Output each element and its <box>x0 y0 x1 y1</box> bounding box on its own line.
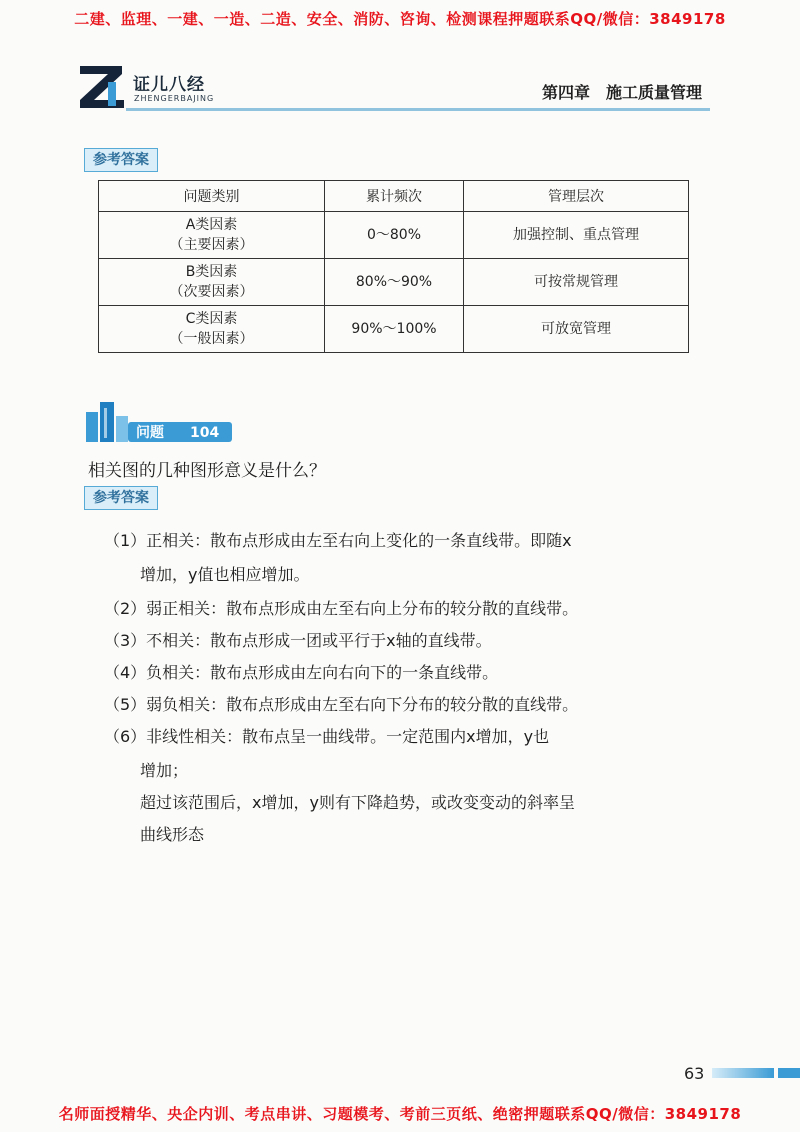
bottom-promo-banner: 名师面授精华、央企内训、考点串讲、习题模考、考前三页纸、绝密押题联系QQ/微信：3849178 <box>58 1105 742 1123</box>
answer-tag: 参考答案 <box>84 486 158 510</box>
logo-subtitle: ZHENGERBAJING <box>134 94 215 103</box>
answer-line: 增加； <box>140 761 189 780</box>
page-header <box>78 64 710 116</box>
table-header-cell: 管理层次 <box>464 181 689 212</box>
logo-z-icon <box>78 64 128 110</box>
answer-line: （3）不相关：散布点形成一团或平行于x轴的直线带。 <box>104 631 492 650</box>
abc-classification-table <box>98 180 689 353</box>
question-badge <box>84 398 234 444</box>
table-header-row <box>99 181 689 212</box>
question-text: 相关图的几种图形意义是什么？ <box>88 461 326 481</box>
question-number: 104 <box>190 425 220 441</box>
table-cell-frequency: 0～80% <box>325 212 464 259</box>
question-label: 问题 <box>136 425 164 441</box>
answer-line: （6）非线性相关：散布点呈一曲线带。一定范围内x增加，y也 <box>104 727 550 746</box>
table-header-cell: 问题类别 <box>99 181 325 212</box>
answer-line: （5）弱负相关：散布点形成由左至右向下分布的较分散的直线带。 <box>104 695 579 714</box>
page-number-bar <box>712 1068 800 1078</box>
header-divider <box>126 108 710 111</box>
answer-line: 超过该范围后，x增加，y则有下降趋势，或改变变动的斜率呈 <box>140 793 575 812</box>
table-cell-management: 可按常规管理 <box>464 259 689 306</box>
table-cell-frequency: 90%～100% <box>325 306 464 353</box>
answer-tag: 参考答案 <box>84 148 158 172</box>
logo-name: 证儿八经 <box>133 75 205 95</box>
answer-line: 增加，y值也相应增加。 <box>140 565 310 584</box>
table-cell-management: 可放宽管理 <box>464 306 689 353</box>
table-cell-category: A类因素 （主要因素） <box>99 212 325 259</box>
table-row <box>99 306 689 353</box>
table-row <box>99 212 689 259</box>
chapter-title: 第四章 施工质量管理 <box>541 83 702 102</box>
building-icon <box>86 402 128 442</box>
table-cell-category: B类因素 （次要因素） <box>99 259 325 306</box>
table-cell-category: C类因素 （一般因素） <box>99 306 325 353</box>
table-row <box>99 259 689 306</box>
top-promo-banner: 二建、监理、一建、一造、二造、安全、消防、咨询、检测课程押题联系QQ/微信：3849178 <box>74 10 726 28</box>
table-cell-management: 加强控制、重点管理 <box>464 212 689 259</box>
answer-line: （1）正相关：散布点形成由左至右向上变化的一条直线带。即随x <box>104 531 572 550</box>
answer-line: （4）负相关：散布点形成由左向右向下的一条直线带。 <box>104 663 499 682</box>
page-number: 63 <box>684 1064 705 1083</box>
answer-line: （2）弱正相关：散布点形成由左至右向上分布的较分散的直线带。 <box>104 599 579 618</box>
answer-line: 曲线形态 <box>140 825 205 844</box>
table-header-cell: 累计频次 <box>325 181 464 212</box>
table-cell-frequency: 80%～90% <box>325 259 464 306</box>
